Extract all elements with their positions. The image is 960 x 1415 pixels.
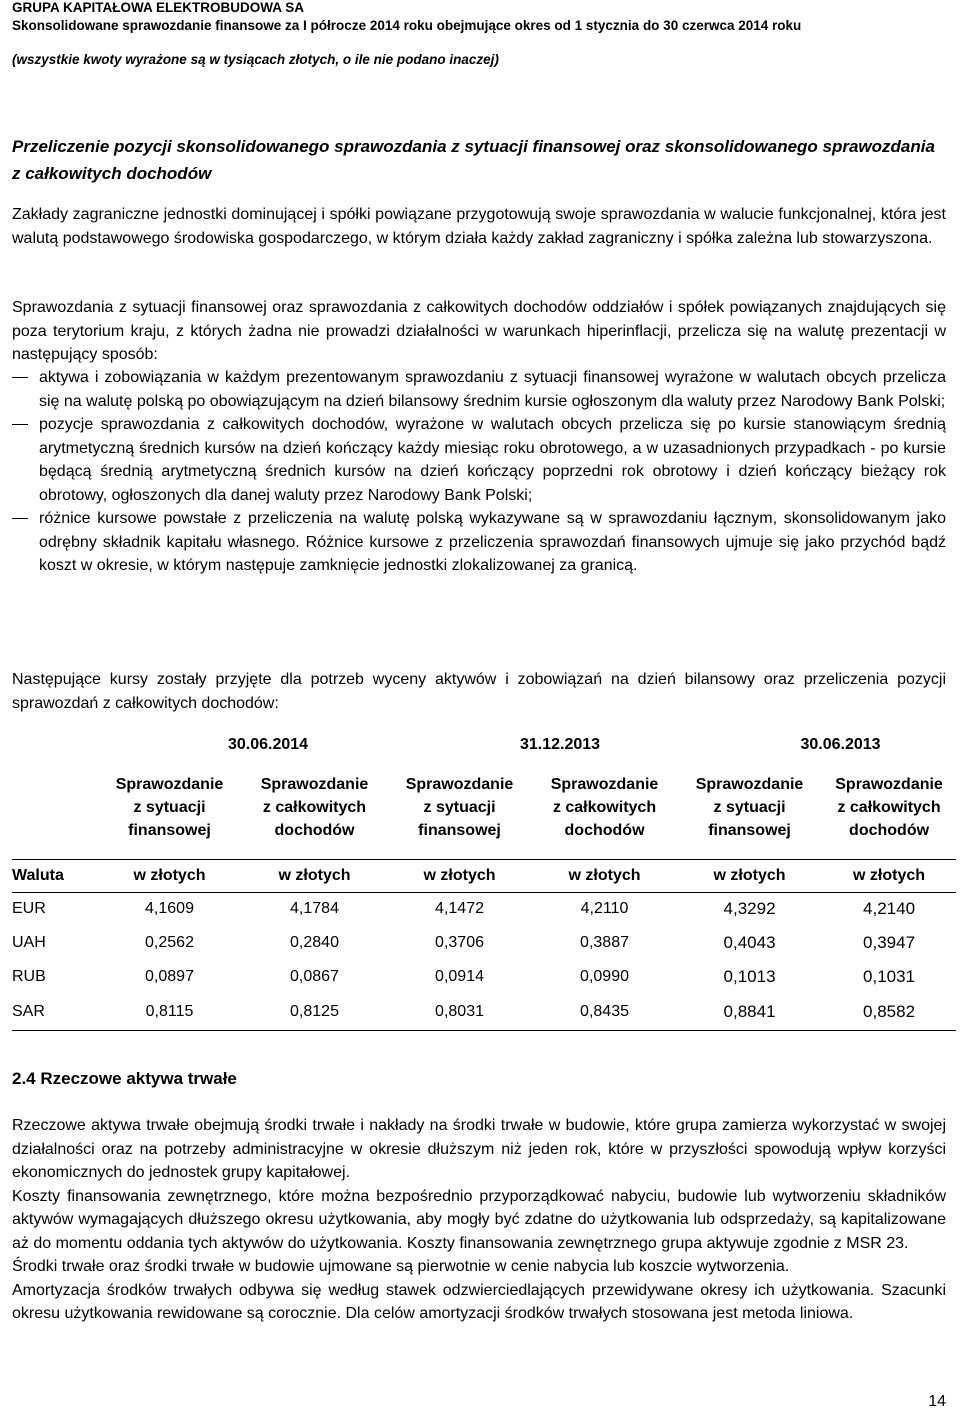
- rate-cell: 4,1784: [290, 900, 339, 918]
- report-title: Skonsolidowane sprawozdanie finansowe za I półrocze 2014 roku obejmujące okres od 1 stycznia do 30 czerwca 2014 roku: [12, 18, 802, 33]
- rate-cell: 4,1472: [435, 900, 484, 918]
- rate-cell: 0,8031: [435, 1002, 484, 1020]
- list-item: pozycje sprawozdania z całkowitych dochodów, wyrażone w walutach obcych przelicza się po kursie stanowiącym średnią arytmetyczną średnich kursów na dzień kończący każdy miesiąc roku obrotowego, a w uzasadnionych przypadkach - po kursie będącą średnią arytmetyczną średnich kursów na dzień kończący poprzedni rok obrotowy i dzień kończący bieżący rok obrotowy, ogłoszonych dla danej waluty przez Narodowy Bank Polski;: [12, 413, 946, 507]
- paragraph-translation-method: Sprawozdania z sytuacji finansowej oraz sprawozdania z całkowitych dochodów oddziałów i spółek powiązanych znajdujących się poza terytorium kraju, z których żadna nie prowadzi działalności w warunkach hiperinflacji, przelicza się na walutę prezentacji w następujący sposób:: [12, 299, 946, 363]
- rate-cell: 0,3947: [863, 933, 916, 952]
- table-row: [12, 994, 956, 1030]
- rate-cell: 0,3887: [580, 934, 629, 951]
- company-name: GRUPA KAPITAŁOWA ELEKTROBUDOWA SA: [12, 0, 304, 15]
- section-body: [12, 1114, 946, 1326]
- unit-header: w złotych: [568, 866, 641, 884]
- rate-cell: 0,0867: [290, 968, 339, 985]
- amounts-note: (wszystkie kwoty wyrażone są w tysiącach złotych, o ile nie podano inaczej): [12, 52, 499, 67]
- table-row: [12, 892, 956, 926]
- table-row: [12, 960, 956, 994]
- column-subheader: Sprawozdanie z sytuacji finansowej: [405, 776, 514, 839]
- paragraph: Amortyzacja środków trwałych odbywa się według stawek odzwierciedlających przewidywane okresy ich użytkowania. Szacunki okresu użytkowania rewidowane są corocznie. Dla celów amortyzacji środków trwałych stosowana jest metoda liniowa.: [12, 1281, 946, 1322]
- exchange-rates-table: [12, 733, 956, 1031]
- unit-header: w złotych: [133, 866, 206, 884]
- currency-column-header: Waluta: [12, 866, 64, 884]
- table-row: [12, 926, 956, 960]
- paragraph: Koszty finansowania zewnętrznego, które można bezpośrednio przyporządkować nabyciu, budowie lub wytworzeniu składników aktywów wymagających dłuższego okresu użytkowania, aby mogły być zdatne do użytkowania lub odsprzedaży, są kapitalizowane aż do momentu oddania tych aktywów do użytkowania. Koszty finansowania zewnętrznego grupa aktywuje zgodnie z MSR 23.: [12, 1187, 946, 1252]
- currency-code: UAH: [12, 934, 46, 951]
- rate-cell: 0,4043: [723, 933, 776, 952]
- unit-header: w złotych: [278, 866, 351, 884]
- list-item: różnice kursowe powstałe z przeliczenia na walutę polską wykazywane są w sprawozdaniu łącznym, skonsolidowanym jako odrębny składnik kapitału własnego. Różnice kursowe z przeliczenia sprawozdań finansowych ujmuje się jako przychód bądź koszt w okresie, w którym następuje zamknięcie jednostki zlokalizowanej za granicą.: [12, 507, 946, 578]
- rate-cell: 0,2562: [145, 934, 194, 951]
- rate-cell: 0,0897: [145, 968, 194, 985]
- unit-header: w złotych: [423, 866, 496, 884]
- paragraph-foreign-operations: Zakłady zagraniczne jednostki dominującej i spółki powiązane przygotowują swoje sprawozdania w walucie funkcjonalnej, która jest walutą podstawowego środowiska gospodarczego, w którym działa każdy zakład zagraniczny i spółka zależna lub stowarzyszona.: [12, 206, 946, 247]
- currency-code: RUB: [12, 968, 46, 985]
- paragraph: Rzeczowe aktywa trwałe obejmują środki trwałe i nakłady na środki trwałe w budowie, które grupa zamierza wykorzystać w swojej działalności oraz na potrzeby administracyjne w okresie dłuższym niż jeden rok, które w przyszłości spowodują wpływ korzyści ekonomicznych do jednostek grupy kapitałowej.: [12, 1117, 946, 1181]
- list-item: aktywa i zobowiązania w każdym prezentowanym sprawozdaniu z sytuacji finansowej wyrażone w walutach obcych przelicza się na walutę polską po obowiązującym na dzień bilansowy średnim kursie ogłoszonym dla waluty przez Narodowy Bank Polski;: [12, 366, 946, 413]
- unit-header: w złotych: [853, 866, 926, 884]
- rate-cell: 0,0990: [580, 968, 629, 985]
- column-subheader: Sprawozdanie z całkowitych dochodów: [550, 776, 659, 839]
- currency-code: EUR: [12, 900, 46, 918]
- rate-cell: 0,8582: [863, 1001, 916, 1021]
- translation-rules-list: [12, 366, 946, 578]
- paragraph-rates-intro: Następujące kursy zostały przyjęte dla potrzeb wyceny aktywów i zobowiązań na dzień bilansowy oraz przeliczenia pozycji sprawozdań z całkowitych dochodów:: [12, 671, 946, 712]
- rate-cell: 0,0914: [435, 968, 484, 985]
- rate-cell: 4,3292: [723, 899, 776, 919]
- rate-cell: 0,2840: [290, 934, 339, 951]
- column-subheader: Sprawozdanie z sytuacji finansowej: [695, 776, 804, 839]
- column-subheader: Sprawozdanie z całkowitych dochodów: [260, 776, 369, 839]
- rate-cell: 4,1609: [145, 900, 194, 918]
- rate-cell: 0,3706: [435, 934, 484, 951]
- column-subheader: Sprawozdanie z całkowitych dochodów: [835, 776, 943, 839]
- rate-cell: 4,2140: [863, 899, 916, 919]
- date-header: 30.06.2013: [800, 736, 881, 753]
- unit-header: w złotych: [713, 866, 786, 884]
- rate-cell: 4,2110: [580, 900, 629, 918]
- section-title: Przeliczenie pozycji skonsolidowanego sprawozdania z sytuacji finansowej oraz skonsolidowanego sprawozdania z całkowitych dochodów: [12, 137, 935, 183]
- rate-cell: 0,1013: [723, 967, 776, 986]
- date-header: 31.12.2013: [519, 736, 601, 753]
- column-subheader: Sprawozdanie z sytuacji finansowej: [115, 776, 224, 839]
- rate-cell: 0,1031: [863, 967, 916, 986]
- page-number: 14: [928, 1393, 946, 1410]
- rate-cell: 0,8435: [580, 1002, 629, 1020]
- date-header: 30.06.2014: [227, 736, 309, 753]
- currency-code: SAR: [12, 1002, 45, 1020]
- paragraph: Środki trwałe oraz środki trwałe w budowie ujmowane są pierwotnie w cenie nabycia lub koszcie wytworzenia.: [12, 1258, 790, 1275]
- section-heading: 2.4 Rzeczowe aktywa trwałe: [12, 1069, 237, 1088]
- rate-cell: 0,8115: [145, 1002, 194, 1020]
- rate-cell: 0,8125: [290, 1002, 339, 1020]
- rate-cell: 0,8841: [723, 1001, 776, 1021]
